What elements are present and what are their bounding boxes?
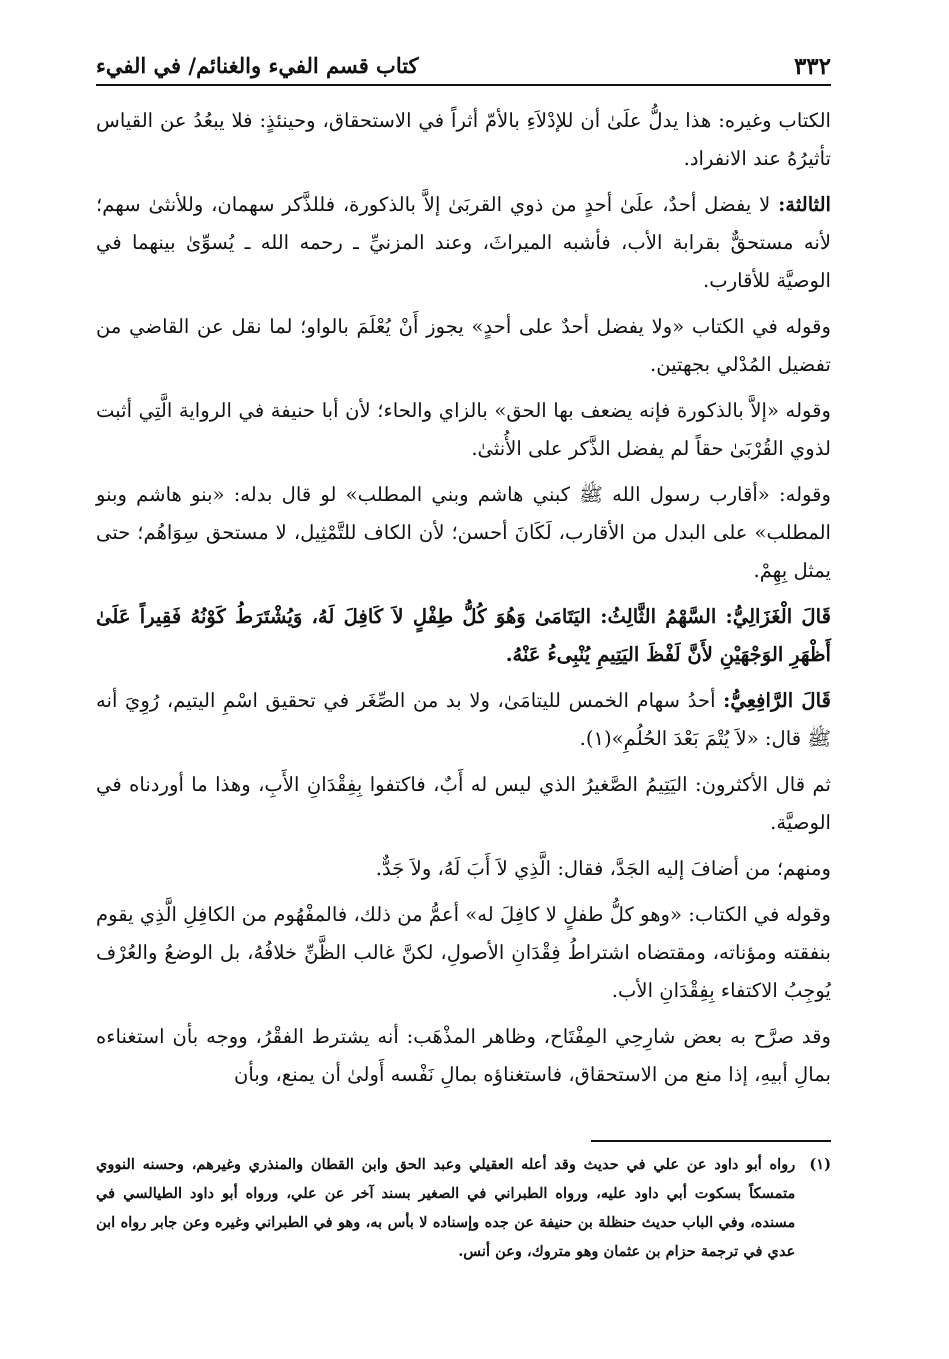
paragraph	[96, 896, 831, 1010]
page-number: ٣٣٢	[793, 53, 831, 80]
body-text	[96, 102, 831, 1102]
footnote-marker: (١)	[809, 1156, 831, 1173]
paragraph-text: وقوله: «أقارب رسول الله ﷺ كبني هاشم وبني المطلب» لو قال بدله: «بنو هاشم وبنو المطلب» على البدل من الأقارب، لَكَانَ أحسن؛ لأن الكاف للتَّمْثِيل، لا مستحق سِوَاهُم؛ حتى يمثل بِهِمْ.	[96, 483, 831, 582]
footnotes	[96, 1150, 831, 1266]
paragraph	[96, 308, 831, 384]
paragraph	[96, 102, 831, 178]
paragraph-text: قَالَ الْغَزَالِيُّ: السَّهْمُ الثَّالِثُ: اليَتَامَىٰ وَهُوَ كُلُّ طِفْلٍ لاَ كَافِلَ لَهُ، وَيُشْتَرَطُ كَوْنُهُ فَقِيراً عَلَىٰ أَظْهَرِ الوَجْهَيْنِ لأَنَّ لَفْظَ اليَتِيمِ يُنْبِىءُ عَنْهُ.	[96, 605, 831, 666]
paragraph-text: وقوله في الكتاب «ولا يفضل أحدٌ على أحدٍ» يجوز أَنْ يُعْلَمَ بالواو؛ لما نقل عن القاضي من تفضيل المُدْلي بجهتين.	[96, 315, 831, 376]
paragraph-text: ثم قال الأكثرون: اليَتِيمُ الصَّغيرُ الذي ليس له أَبٌ، فاكتفوا بِفِقْدَانِ الأَبِ، وهذا ما أوردناه في الوصيَّة.	[96, 773, 831, 834]
paragraph	[96, 766, 831, 842]
paragraph-text: الكتاب وغيره: هذا يدلُّ علَىٰ أن للإدْلاَءِ بالأمّ أثراً في الاستحقاق، وحينئذٍ: فلا يبعُدُ عن القياس تأثيرُهُ عند الانفراد.	[96, 109, 831, 170]
paragraph-text: وقوله في الكتاب: «وهو كلُّ طفلٍ لا كافِلَ له» أعمُّ من ذلك، فالمفْهُوم من الكافِلِ الَّذِي يقوم بنفقته ومؤناته، ومقتضاه اشتراطُ فِقْدَانِ الأصولِ، لكنَّ غالب الظَّنِّ خلافُهُ، بل الوضعُ والعُرْف يُوجِبُ الاكتفاء بِفِقْدَانِ الأب.	[96, 903, 831, 1002]
running-title: كتاب قسم الفيء والغنائم/ في الفيء	[96, 53, 419, 78]
paragraph	[96, 186, 831, 300]
footnote-text: رواه أبو داود عن علي في حديث وقد أعله العقيلي وعبد الحق وابن القطان والمنذري وغيرهم، وحسنه النووي متمسكاً بسكوت أبي داود عليه، ورواه الطبراني في الصغير بسند آخر عن علي، ورواه أبو داود الطيالسي في مسنده، وفي الباب حديث حنظلة بن حنيفة عن جده وإسناده لا بأس به، وهو في الطبراني وغيره وعن جابر رواه ابن عدي في ترجمة حزام بن عثمان وهو متروك، وعن أنس.	[96, 1156, 796, 1260]
paragraph-lead: قَالَ الرَّافِعِيُّ:	[723, 689, 831, 712]
paragraph	[96, 392, 831, 468]
paragraph-text: أحدُ سهام الخمس لليتامَىٰ، ولا بد من الصِّغَر في تحقيق اسْمِ اليتيم، رُوِيَ أنه ﷺ قال: «لاَ يُتْمَ بَعْدَ الحُلُمِ»(١).	[96, 689, 831, 750]
paragraph-text: لا يفضل أحدٌ، علَىٰ أحدٍ من ذوي القربَىٰ إلاَّ بالذكورة، فللذَّكر سهمان، وللأنثىٰ سهم؛ لأنه مستحقٌّ بقرابة الأب، فأشبه الميراثَ، وعند المزنيِّ ـ رحمه الله ـ يُسوِّىٰ بينهما في الوصيَّة للأقارب.	[96, 193, 831, 292]
paragraph	[96, 850, 831, 888]
paragraph	[96, 476, 831, 590]
footnote-separator	[591, 1140, 831, 1142]
page-header	[96, 44, 831, 86]
paragraph-lead: الثالثة:	[778, 193, 831, 216]
paragraph	[96, 1018, 831, 1094]
paragraph-text: ومنهم؛ من أضافَ إليه الجَدَّ، فقال: الَّذِي لاَ أَبَ لَهُ، ولاَ جَدٌّ.	[375, 857, 831, 880]
paragraph-text: وقوله «إلاَّ بالذكورة فإنه يضعف بها الحق» بالزاي والحاء؛ لأن أبا حنيفة في الرواية الَّتِي أثبت لذوي القُرْبَىٰ حقاً لم يفضل الذَّكر على الأُنثىٰ.	[96, 399, 831, 460]
footnote	[96, 1150, 831, 1266]
quoted-paragraph	[96, 598, 831, 674]
paragraph	[96, 682, 831, 758]
paragraph-text: وقد صرَّح به بعض شارِحِي المِفْتَاح، وظاهر المذْهَب: أنه يشترط الفقْرُ، ووجه بأن استغناءه بمالِ أبيهِ، إذا منع من الاستحقاق، فاستغناؤه بمالِ نَفْسه أَولىٰ أن يمنع، وبأن	[96, 1025, 831, 1086]
